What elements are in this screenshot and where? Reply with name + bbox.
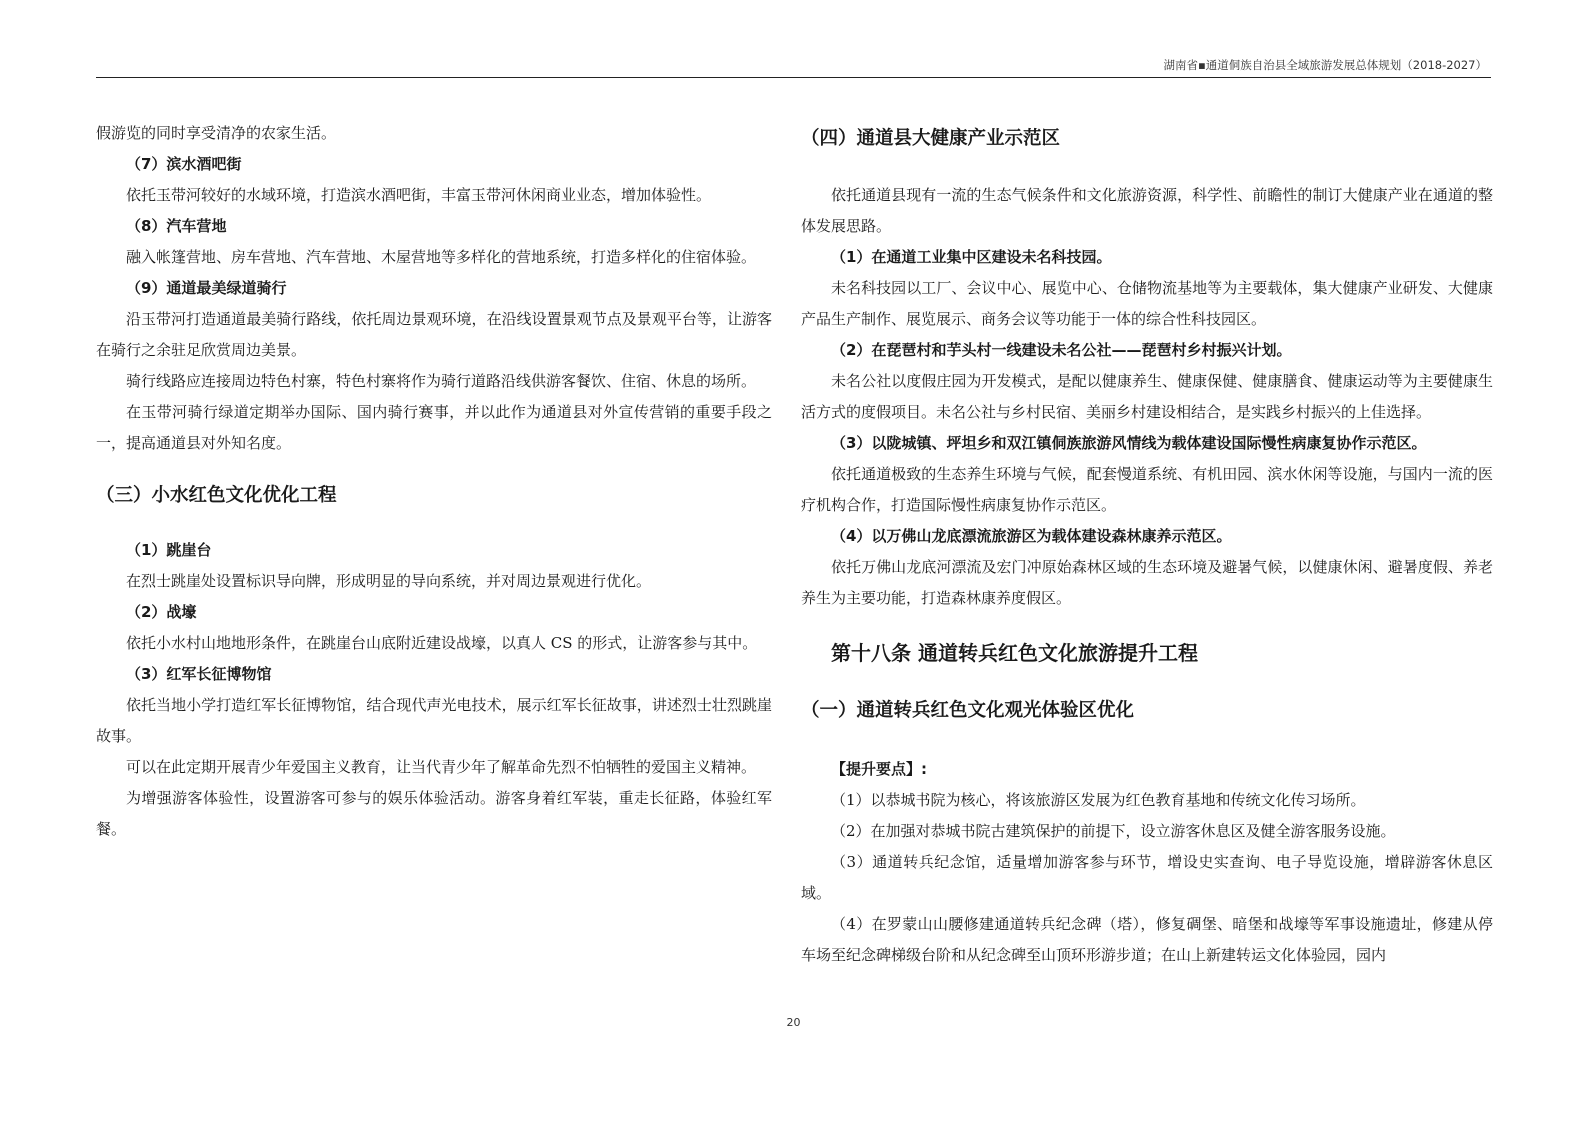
paragraph: 为增强游客体验性，设置游客可参与的娱乐体验活动。游客身着红军装，重走长征路，体验红军餐。 [96,789,772,838]
paragraph: （3）通道转兵纪念馆，适量增加游客参与环节，增设史实查询、电子导览设施，增辟游客休息区域。 [801,853,1493,902]
item-heading: （1）在通道工业集中区建设未名科技园。 [831,248,1112,266]
points-heading: 【提升要点】: [831,760,927,778]
paragraph: 依托小水村山地地形条件，在跳崖台山底附近建设战壕，以真人 CS 的形式，让游客参与其中。 [126,634,758,652]
paragraph: （4）在罗蒙山山腰修建通道转兵纪念碑（塔），修复碉堡、暗堡和战壕等军事设施遗址，修建从停车场至纪念碑梯级台阶和从纪念碑至山顶环形游步道；在山上新建转运文化体验园，园内 [801,915,1493,964]
item-heading: （2）战壕 [126,603,197,621]
paragraph: 未名公社以度假庄园为开发模式，是配以健康养生、健康保健、健康膳食、健康运动等为主要健康生活方式的度假项目。未名公社与乡村民宿、美丽乡村建设相结合，是实践乡村振兴的上佳选择。 [801,372,1493,421]
header-rule [96,77,1491,78]
section-heading: （一）通道转兵红色文化观光体验区优化 [801,700,1135,721]
article-heading: 第十八条 通道转兵红色文化旅游提升工程 [831,641,1198,665]
paragraph: （2）在加强对恭城书院古建筑保护的前提下，设立游客休息区及健全游客服务设施。 [831,822,1396,840]
paragraph: 可以在此定期开展青少年爱国主义教育，让当代青少年了解革命先烈不怕牺牲的爱国主义精神。 [126,758,757,776]
page-number: 20 [786,1016,801,1029]
item-heading: （2）在琵琶村和芋头村一线建设未名公社——琵琶村乡村振兴计划。 [831,341,1292,359]
paragraph: 依托万佛山龙底河漂流及宏门冲原始森林区域的生态环境及避暑气候，以健康休闲、避暑度假、养老养生为主要功能，打造森林康养度假区。 [801,558,1493,607]
item-heading: （3）红军长征博物馆 [126,665,272,683]
paragraph: 依托通道极致的生态养生环境与气候，配套慢道系统、有机田园、滨水休闲等设施，与国内一流的医疗机构合作，打造国际慢性病康复协作示范区。 [801,465,1493,514]
item-heading: （1）跳崖台 [126,541,212,559]
paragraph: 骑行线路应连接周边特色村寨，特色村寨将作为骑行道路沿线供游客餐饮、住宿、休息的场所。 [126,372,757,390]
right-column [801,118,1493,971]
paragraph: （1）以恭城书院为核心，将该旅游区发展为红色教育基地和传统文化传习场所。 [831,791,1366,809]
section-heading: （四）通道县大健康产业示范区 [801,128,1061,149]
item-heading: （8）汽车营地 [126,217,227,235]
item-heading: （7）滨水酒吧街 [126,155,242,173]
paragraph: 未名科技园以工厂、会议中心、展览中心、仓储物流基地等为主要载体，集大健康产业研发、大健康产品生产制作、展览展示、商务会议等功能于一体的综合性科技园区。 [801,279,1493,328]
paragraph: 沿玉带河打造通道最美骑行路线，依托周边景观环境，在沿线设置景观节点及景观平台等，让游客在骑行之余驻足欣赏周边美景。 [96,310,772,359]
paragraph: 依托玉带河较好的水域环境，打造滨水酒吧街，丰富玉带河休闲商业业态，增加体验性。 [126,186,712,204]
section-heading: （三）小水红色文化优化工程 [96,485,337,506]
paragraph: 在玉带河骑行绿道定期举办国际、国内骑行赛事，并以此作为通道县对外宣传营销的重要手段之一，提高通道县对外知名度。 [96,403,772,452]
paragraph: 假游览的同时享受清净的农家生活。 [96,124,337,142]
page-header: 湖南省▪通道侗族自治县全域旅游发展总体规划（2018-2027） [1163,58,1487,72]
paragraph: 依托当地小学打造红军长征博物馆，结合现代声光电技术，展示红军长征故事，讲述烈士壮烈跳崖故事。 [96,696,772,745]
item-heading: （3）以陇城镇、坪坦乡和双江镇侗族旅游风情线为载体建设国际慢性病康复协作示范区。 [831,434,1427,452]
paragraph: 依托通道县现有一流的生态气候条件和文化旅游资源，科学性、前瞻性的制订大健康产业在通道的整体发展思路。 [801,186,1493,235]
paragraph: 在烈士跳崖处设置标识导向牌，形成明显的导向系统，并对周边景观进行优化。 [126,572,652,590]
paragraph: 融入帐篷营地、房车营地、汽车营地、木屋营地等多样化的营地系统，打造多样化的住宿体验。 [126,248,757,266]
item-heading: （9）通道最美绿道骑行 [126,279,287,297]
left-column [96,118,772,845]
item-heading: （4）以万佛山龙底漂流旅游区为载体建设森林康养示范区。 [831,527,1232,545]
